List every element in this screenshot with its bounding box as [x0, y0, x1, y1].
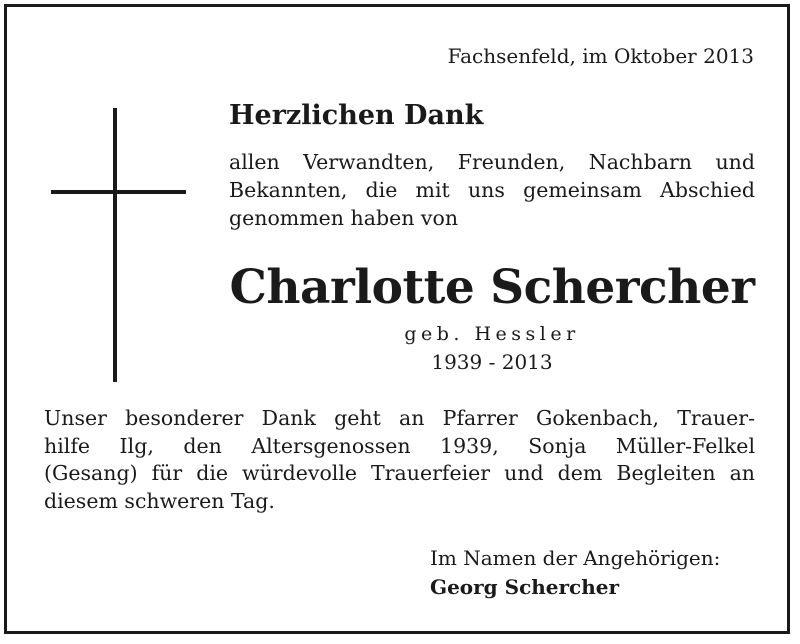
signer-name: Georg Schercher — [430, 575, 620, 599]
thanks-text — [229, 148, 755, 232]
thanks-line: Bekannten, die mit uns gemeinsam Abschied — [229, 178, 755, 202]
signoff-text: Im Namen der Angehörigen: — [430, 546, 721, 570]
special-thanks-line: diesem schweren Tag. — [44, 488, 275, 513]
maiden-name: geb. Hessler — [404, 323, 580, 345]
deceased-name: Charlotte Schercher — [229, 260, 755, 315]
special-thanks-line: hilfe Ilg, den Altersgenossen 1939, Sonja Müller-Felkel — [44, 433, 755, 458]
cross-vertical-bar — [113, 108, 117, 382]
thanks-heading: Herzlichen Dank — [229, 100, 484, 131]
place-date: Fachsenfeld, im Oktober 2013 — [447, 44, 754, 68]
special-thanks-line: Unser besonderer Dank geht an Pfarrer Gokenbach, Trauer- — [44, 406, 755, 430]
special-thanks-text — [44, 405, 755, 515]
special-thanks-line: (Gesang) für die würdevolle Trauerfeier und dem Begleiten an — [44, 461, 755, 485]
thanks-line: allen Verwandten, Freunden, Nachbarn und — [229, 150, 755, 174]
notice-border — [4, 4, 790, 634]
cross-horizontal-bar — [51, 190, 186, 194]
life-years: 1939 - 2013 — [431, 350, 553, 374]
thanks-line: genommen haben von — [229, 206, 459, 230]
